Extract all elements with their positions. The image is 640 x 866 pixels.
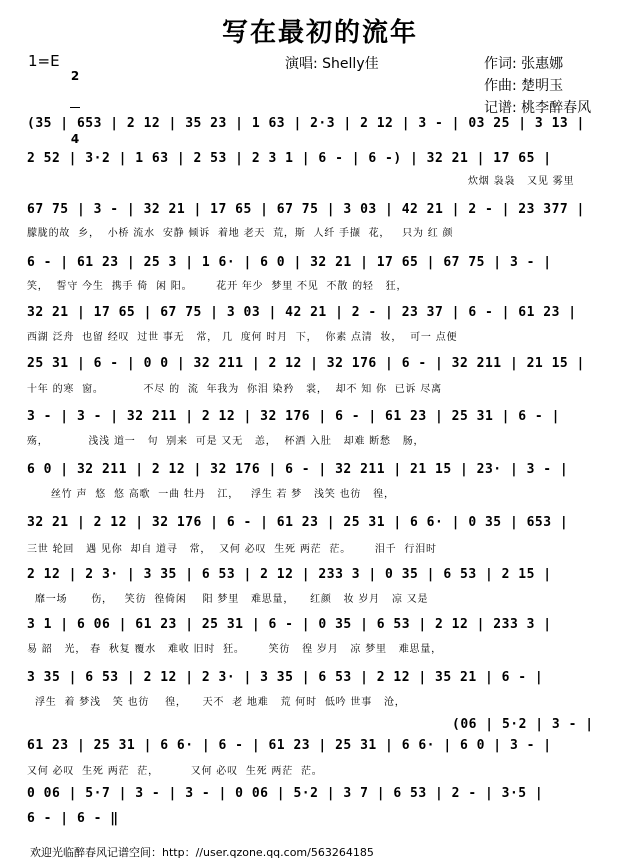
time-bottom: 4 bbox=[70, 132, 80, 146]
time-bar bbox=[70, 107, 80, 108]
lyric-line-12: 浮生 着 梦浅 笑 也彷 徨， 天不 老 地难 荒 何时 低吟 世事 沧， bbox=[27, 697, 406, 708]
score-line-10: 2 12 | 2 3· | 3 35 | 6 53 | 2 12 | 233 3 | 0 35 | 6 53 | 2 15 | bbox=[27, 567, 552, 582]
score-line-9: 32 21 | 2 12 | 32 176 | 6 - | 61 23 | 25 31 | 6 6· | 0 35 | 653 | bbox=[27, 515, 569, 530]
score-line-5: 32 21 | 17 65 | 67 75 | 3 03 | 42 21 | 2 - | 23 37 | 6 - | 61 23 | bbox=[27, 305, 577, 320]
composer-credit: 作曲: 楚明玉 bbox=[484, 78, 564, 94]
score-line-13: 61 23 | 25 31 | 6 6· | 6 - | 61 23 | 25 31 | 6 6· | 6 0 | 3 - | bbox=[27, 738, 552, 753]
lyric-line-4: 笑， 誓守 今生 携手 倚 闲 阳。 花开 年少 梦里 不见 不散 的轻 狂， bbox=[27, 281, 408, 292]
lyric-line-10: 靡一场 伤， 笑彷 徨倚闲 阳 梦里 难思量， 红颜 妆 岁月 凉 又是 bbox=[27, 594, 429, 605]
score-line-1: (35 | 653 | 2 12 | 35 23 | 1 63 | 2·3 | 2 12 | 3 - | 03 25 | 3 13 | bbox=[27, 116, 585, 131]
lyric-line-2: 炊烟 袅袅 又见 雾里 bbox=[468, 176, 575, 187]
lyricist-credit: 作词: 张惠娜 bbox=[484, 56, 564, 72]
lyric-line-5: 西湖 泛舟 也留 经叹 过世 事无 常， 几 度何 时月 下， 你素 点清 妆， 可一 点便 bbox=[27, 332, 458, 343]
score-line-2: 2 52 | 3·2 | 1 63 | 2 53 | 2 3 1 | 6 - | 6 -) | 32 21 | 17 65 | bbox=[27, 151, 552, 166]
score-line-6: 25 31 | 6 - | 0 0 | 32 211 | 2 12 | 32 176 | 6 - | 32 211 | 21 15 | bbox=[27, 356, 585, 371]
lyric-line-13: 又何 必叹 生死 两茫 茫， 又何 必叹 生死 两茫 茫。 bbox=[27, 766, 323, 777]
time-top: 2 bbox=[70, 69, 80, 83]
score-line-4: 6 - | 61 23 | 25 3 | 1 6· | 6 0 | 32 21 | 17 65 | 67 75 | 3 - | bbox=[27, 255, 552, 270]
score-line-7: 3 - | 3 - | 32 211 | 2 12 | 32 176 | 6 - | 61 23 | 25 31 | 6 - | bbox=[27, 409, 560, 424]
score-line-12: 3 35 | 6 53 | 2 12 | 2 3· | 3 35 | 6 53 | 2 12 | 35 21 | 6 - | bbox=[27, 670, 544, 685]
lyric-line-11: 易 韶 光， 春 秋复 覆水 难收 旧时 狂。 笑彷 徨 岁月 凉 梦里 难思量， bbox=[27, 644, 442, 655]
lyric-line-7: 殇， 浅浅 道一 句 别来 可是 又无 恙， 杯酒 入肚 却难 断愁 肠， bbox=[27, 436, 425, 447]
lyric-line-6: 十年 的寒 窗。 不尽 的 流 年我为 你泪 染矜 裳， 却不 知 你 已诉 尽离 bbox=[27, 384, 442, 395]
score-line-8: 6 0 | 32 211 | 2 12 | 32 176 | 6 - | 32 211 | 21 15 | 23· | 3 - | bbox=[27, 462, 569, 477]
time-signature bbox=[70, 46, 80, 157]
lyric-line-3: 朦胧的故 乡， 小桥 流水 安静 倾诉 着地 老天 荒，斯 人纤 手撷 花， 只为 红 颜 bbox=[27, 228, 454, 239]
score-line-15: 6 - | 6 - ‖ bbox=[27, 811, 119, 826]
transcriber-credit: 记谱: 桃李醉春风 bbox=[484, 100, 592, 116]
song-title: 写在最初的流年 bbox=[221, 18, 418, 48]
key-signature: 1=E bbox=[28, 52, 60, 70]
footer-link-text: 欢迎光临醉春风记谱空间：http：//user.qzone.qq.com/563264185 bbox=[30, 846, 374, 859]
intro-cue: (06 | 5·2 | 3 - | bbox=[452, 717, 594, 732]
singer-credit: 演唱: Shelly佳 bbox=[285, 56, 379, 72]
score-line-14: 0 06 | 5·7 | 3 - | 3 - | 0 06 | 5·2 | 3 7 | 6 53 | 2 - | 3·5 | bbox=[27, 786, 544, 801]
score-line-3: 67 75 | 3 - | 32 21 | 17 65 | 67 75 | 3 03 | 42 21 | 2 - | 23 377 | bbox=[27, 202, 585, 217]
score-line-11: 3 1 | 6 06 | 61 23 | 25 31 | 6 - | 0 35 | 6 53 | 2 12 | 233 3 | bbox=[27, 617, 552, 632]
lyric-line-8: 丝竹 声 悠 悠 高歌 一曲 牡丹 江， 浮生 若 梦 浅笑 也彷 徨， bbox=[27, 489, 395, 500]
lyric-line-9: 三世 轮回 遇 见你 却自 道寻 常， 又何 必叹 生死 两茫 茫。 泪千 行泪时 bbox=[27, 544, 437, 555]
